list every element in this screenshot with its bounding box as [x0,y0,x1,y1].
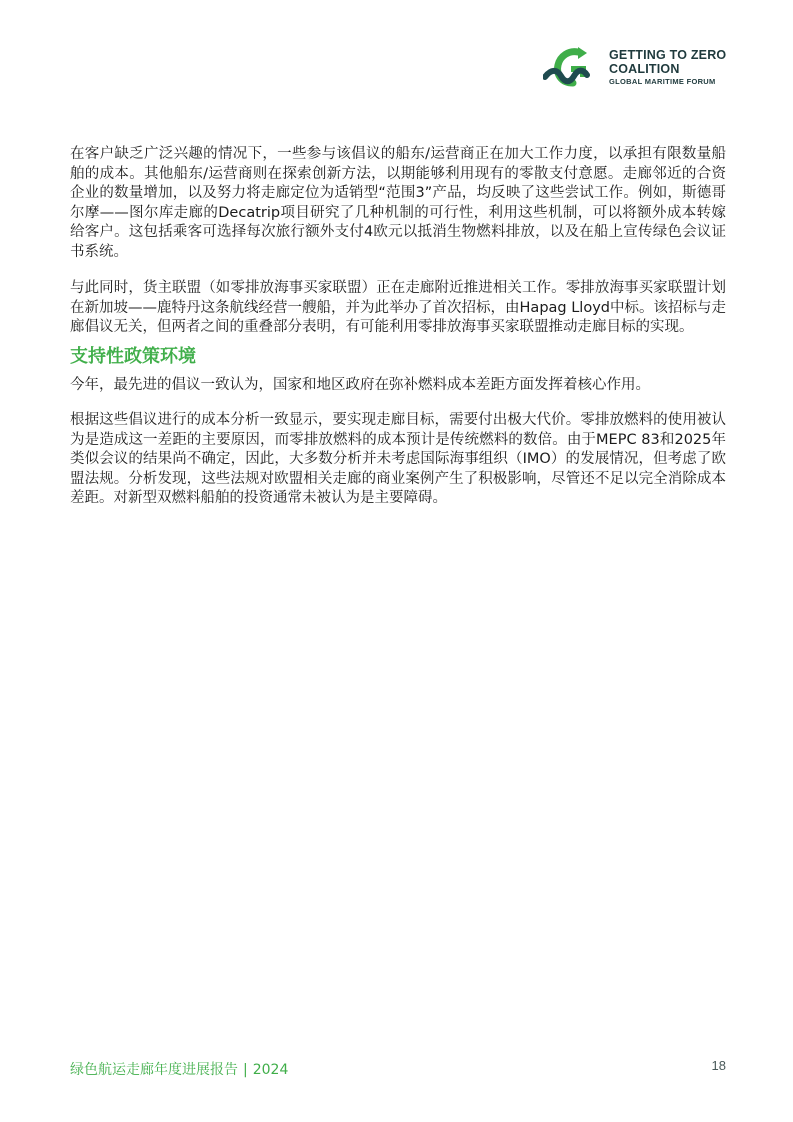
logo-wordmark [609,48,726,89]
body-paragraph-4: 根据这些倡议进行的成本分析一致显示，要实现走廊目标，需要付出极大代价。零排放燃料的使用被认为是造成这一差距的主要原因，而零排放燃料的成本预计是传统燃料的数倍。由于MEPC 83和2025年类似会议的结果尚不确定，因此，大多数分析并未考虑国际海事组织（IMO）的发展情况，但考虑了欧盟法规。分析发现，这些法规对欧盟相关走廊的商业案例产生了积极影响，尽管还不足以完全消除成本差距。对新型双燃料船舶的投资通常未被认为是主要障碍。 [70,412,726,506]
logo-line-1: GETTING TO ZERO [609,48,727,62]
page-number: 18 [711,1058,726,1073]
footer-title: 绿色航运走廊年度进展报告 [70,1062,238,1078]
logo-line-3: GLOBAL MARITIME FORUM [609,77,716,86]
coalition-logo [543,43,743,93]
logo-line-2: COALITION [609,62,680,76]
main-content [70,145,726,509]
body-paragraph-1: 在客户缺乏广泛兴趣的情况下，一些参与该倡议的船东/运营商正在加大工作力度，以承担有限数量船舶的成本。其他船东/运营商则在探索创新方法，以期能够利用现有的零散支付意愿。走廊邻近的合资企业的数量增加，以及努力将走廊定位为适销型“范围3”产品，均反映了这些尝试工作。例如，斯德哥尔摩——图尔库走廊的Decatrip项目研究了几种机制的可行性，利用这些机制，可以将额外成本转嫁给客户。这包括乘客可选择每次旅行额外支付4欧元以抵消生物燃料排放，以及在船上宣传绿色会议证书系统。 [70,146,726,260]
footer-separator: | [243,1062,248,1078]
body-paragraph-3: 今年，最先进的倡议一致认为，国家和地区政府在弥补燃料成本差距方面发挥着核心作用。 [70,376,650,393]
footer-year: 2024 [252,1062,289,1078]
section-heading: 支持性政策环境 [70,345,196,367]
body-paragraph-2: 与此同时，货主联盟（如零排放海事买家联盟）正在走廊附近推进相关工作。零排放海事买家联盟计划在新加坡——鹿特丹这条航线经营一艘船，并为此举办了首次招标，由Hapag Lloyd中标。该招标与走廊倡议无关，但两者之间的重叠部分表明，有可能利用零排放海事买家联盟推动走廊目标的实现。 [70,280,726,335]
footer [70,1059,288,1079]
g-arrow-wave-logo-icon [543,43,605,89]
